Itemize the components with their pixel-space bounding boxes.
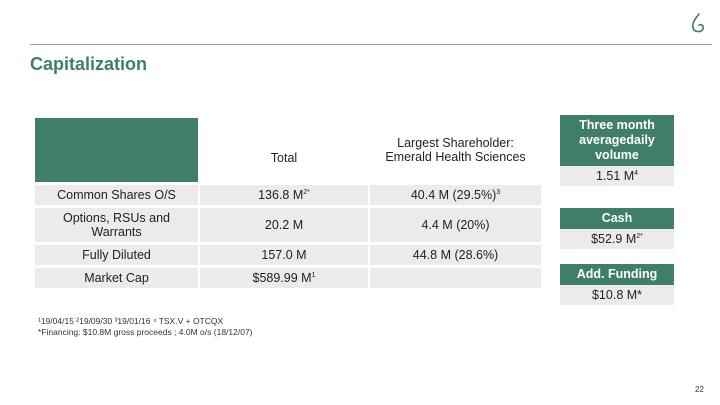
table-row	[35, 185, 541, 205]
cash-stat	[560, 208, 674, 249]
page-title: Capitalization	[30, 54, 148, 74]
capitalization-table	[33, 115, 543, 291]
company-logo-icon	[690, 12, 706, 34]
volume-stat	[560, 115, 674, 186]
funding-stat	[560, 264, 674, 305]
table-row	[35, 268, 541, 288]
header-divider	[30, 44, 712, 45]
footnote-financing: *Financing: $10.8M gross proceeds ; 4.0M o/s (18/12/07)	[38, 327, 253, 337]
row-total: $589.99 $M^1$	[200, 268, 368, 288]
header-total: Total	[200, 118, 368, 182]
row-largest: 4.4 M (20%)	[370, 208, 541, 242]
volume-value: 1.51 $M^4$	[560, 166, 674, 186]
row-total: 136.8 $M^{2*}$	[200, 185, 368, 205]
cash-value: $52.9 $M^{2*}$	[560, 229, 674, 249]
table-row	[35, 208, 541, 242]
cash-header: Cash	[560, 208, 674, 229]
funding-value: $10.8 M*	[560, 285, 674, 305]
footnote-dates: ¹19/04/15 ²19/09/30 ³19/01/16 ⁴ TSX.V + OTCQX	[38, 316, 224, 326]
row-label: Fully Diluted	[35, 245, 198, 265]
header-largest-shareholder: Largest Shareholder: Emerald Health Sciences	[370, 118, 541, 182]
header-blank-cell	[35, 118, 198, 182]
table-row	[35, 245, 541, 265]
volume-header: Three month averagedaily volume	[560, 115, 674, 166]
row-total: 20.2 M	[200, 208, 368, 242]
row-largest: 40.4 M $(29.5\%)^3$	[370, 185, 541, 205]
table-header-row	[35, 118, 541, 182]
row-largest	[370, 268, 541, 288]
row-label: Options, RSUs and Warrants	[35, 208, 198, 242]
row-label: Market Cap	[35, 268, 198, 288]
row-label: Common Shares O/S	[35, 185, 198, 205]
page-number: 22	[695, 385, 704, 394]
row-total: 157.0 M	[200, 245, 368, 265]
footnotes	[38, 316, 253, 338]
funding-header: Add. Funding	[560, 264, 674, 285]
row-largest: 44.8 M (28.6%)	[370, 245, 541, 265]
